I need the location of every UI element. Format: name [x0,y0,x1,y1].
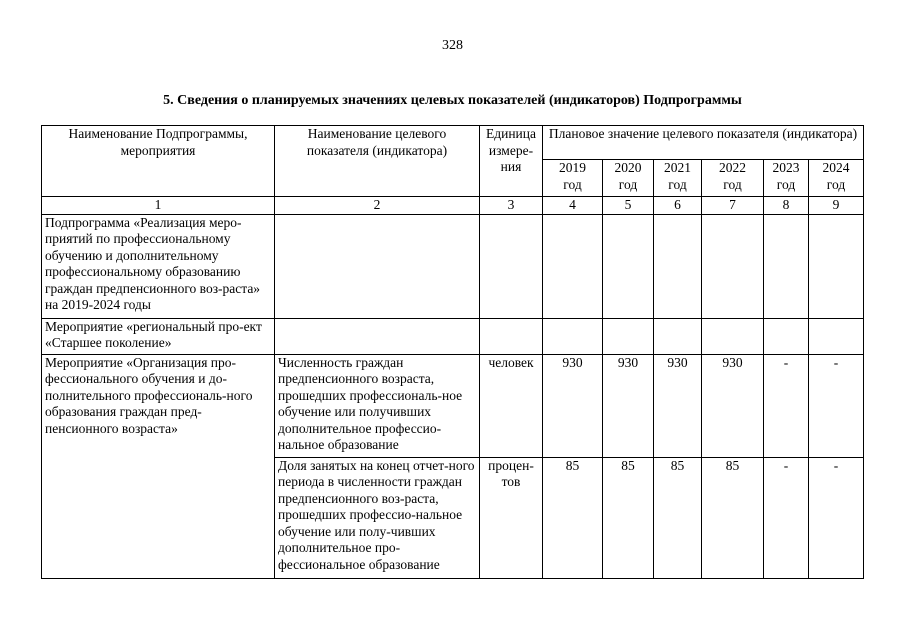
header-year: 2021 год [654,160,702,197]
empty-cell [764,318,809,354]
empty-cell [275,214,480,318]
indicators-table [41,125,864,579]
empty-cell [654,214,702,318]
empty-cell [654,318,702,354]
header-unit: Единица измере-ния [480,126,543,197]
column-number: 1 [42,197,275,215]
indicator-name: Доля занятых на конец отчет-ного периода в численности граждан предпенсионного воз-раста, прошедших профессио-нальное обучение или полу-чивших дополнительное про-фессиональное образование [275,457,480,578]
empty-cell [809,214,864,318]
subprogram-name: Подпрограмма «Реализация меро-приятий по профессиональному обучению и дополнительному профессиональному образованию граждан предпенсионного воз-раста» на 2019-2024 годы [42,214,275,318]
empty-cell [480,318,543,354]
value-cell: - [764,457,809,578]
value-cell: 930 [543,354,603,457]
empty-cell [543,318,603,354]
value-cell: 85 [603,457,654,578]
column-numbers-row [42,197,864,215]
empty-cell [809,318,864,354]
column-number: 9 [809,197,864,215]
header-year: 2023 год [764,160,809,197]
empty-cell [764,214,809,318]
header-planned-values: Плановое значение целевого показателя (индикатора) [543,126,864,160]
empty-cell [275,318,480,354]
activity-name: Мероприятие «Организация про-фессионального обучения и до-полнительного профессиональ-ного образования граждан пред-пенсионного возраста» [42,354,275,578]
empty-cell [543,214,603,318]
header-year: 2022 год [702,160,764,197]
value-cell: 930 [603,354,654,457]
indicator-name: Численность граждан предпенсионного возраста, прошедших профессиональ-ное обучение или получивших дополнительное профессио-нальное образование [275,354,480,457]
column-number: 6 [654,197,702,215]
empty-cell [603,318,654,354]
indicator-unit: человек [480,354,543,457]
header-row [42,126,864,160]
column-number: 2 [275,197,480,215]
header-indicator-name: Наименование целевого показателя (индикатора) [275,126,480,197]
value-cell: 85 [702,457,764,578]
header-subprogram-name: Наименование Подпрограммы, мероприятия [42,126,275,197]
empty-cell [702,318,764,354]
empty-cell [603,214,654,318]
table-row [42,354,864,457]
column-number: 5 [603,197,654,215]
column-number: 4 [543,197,603,215]
column-number: 8 [764,197,809,215]
header-year: 2019 год [543,160,603,197]
table-row [42,318,864,354]
indicator-unit: процен-тов [480,457,543,578]
header-year: 2020 год [603,160,654,197]
header-year: 2024 год [809,160,864,197]
value-cell: - [809,354,864,457]
value-cell: - [764,354,809,457]
value-cell: 930 [654,354,702,457]
project-name: Мероприятие «региональный про-ект «Старшее поколение» [42,318,275,354]
column-number: 7 [702,197,764,215]
table-row [42,214,864,318]
value-cell: 930 [702,354,764,457]
empty-cell [480,214,543,318]
column-number: 3 [480,197,543,215]
page-number: 328 [442,38,463,53]
value-cell: 85 [654,457,702,578]
value-cell: 85 [543,457,603,578]
empty-cell [702,214,764,318]
value-cell: - [809,457,864,578]
section-title: 5. Сведения о планируемых значениях целевых показателей (индикаторов) Подпрограммы [163,93,742,108]
